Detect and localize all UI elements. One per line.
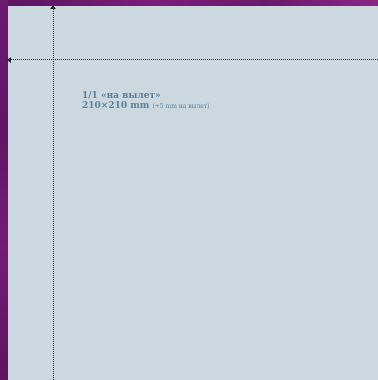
- format-caption: [82, 91, 209, 112]
- size-label: 210×210 mm: [82, 101, 150, 111]
- arrow-left-icon: [7, 57, 11, 63]
- bleed-note: (+5 mm на вылет): [152, 103, 210, 110]
- page-area: [8, 6, 378, 380]
- arrow-up-icon: [50, 5, 56, 9]
- format-label: 1/1 «на вылет»: [82, 91, 161, 101]
- vertical-guide-line: [53, 6, 54, 380]
- size-line: [82, 101, 209, 112]
- horizontal-guide-line: [8, 59, 378, 60]
